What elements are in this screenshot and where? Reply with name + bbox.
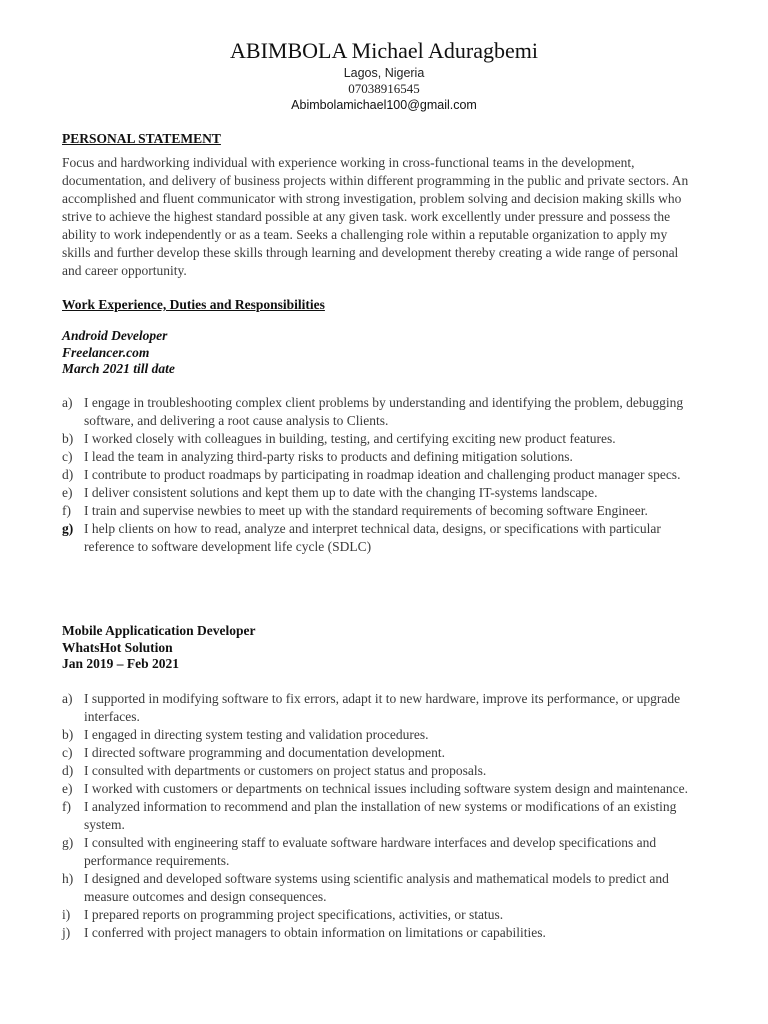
item-marker: j) bbox=[62, 925, 71, 940]
list-item bbox=[62, 780, 698, 798]
item-marker: g) bbox=[62, 835, 74, 850]
item-marker: f) bbox=[62, 503, 71, 518]
job-company: Freelancer.com bbox=[62, 344, 150, 360]
item-marker: b) bbox=[62, 727, 74, 742]
job-company: WhatsHot Solution bbox=[62, 639, 173, 655]
list-item bbox=[62, 394, 698, 430]
item-text: I conferred with project managers to obtain information on limitations or capabilities. bbox=[84, 925, 546, 940]
item-text: I worked with customers or departments on technical issues including software system design and maintenance. bbox=[84, 781, 688, 796]
item-marker: d) bbox=[62, 763, 74, 778]
item-marker: i) bbox=[62, 907, 71, 922]
item-marker: a) bbox=[62, 691, 73, 706]
item-marker: c) bbox=[62, 745, 73, 760]
candidate-location: Lagos, Nigeria bbox=[343, 66, 425, 80]
resume-header bbox=[0, 38, 768, 113]
list-item bbox=[62, 466, 698, 484]
list-item bbox=[62, 870, 698, 906]
personal-statement-text: Focus and hardworking individual with experience working in cross-functional teams in the development, documentation, and delivery of business projects within different programming in the public and private sectors. An accomplished and fluent communicator with strong investigation, problem solving and decision making skills who strive to achieve the highest standard possible at any given task. work excellently under pressure and possess the ability to work independently or as a team. Seeks a challenging role within a reputable organization to apply my skills and further develop these skills through learning and development thereby creating a wide range of personal and career opportunity. bbox=[62, 155, 689, 278]
item-text: I lead the team in analyzing third-party risks to products and defining mitigation solutions. bbox=[84, 449, 573, 464]
job1-duties-list bbox=[62, 394, 698, 556]
item-text: I consulted with departments or customers on project status and proposals. bbox=[84, 763, 487, 778]
item-text: I engaged in directing system testing and validation procedures. bbox=[84, 727, 429, 742]
job-dates: March 2021 till date bbox=[62, 361, 175, 376]
item-marker: c) bbox=[62, 449, 73, 464]
item-marker: f) bbox=[62, 799, 71, 814]
item-text: I designed and developed software systems using scientific analysis and mathematical models to predict and measure outcomes and design consequences. bbox=[84, 871, 669, 904]
item-marker: a) bbox=[62, 395, 73, 410]
item-text: I worked closely with colleagues in building, testing, and certifying exciting new product features. bbox=[84, 431, 616, 446]
item-text: I supported in modifying software to fix errors, adapt it to new hardware, improve its performance, or upgrade interfaces. bbox=[84, 691, 681, 724]
item-marker: e) bbox=[62, 485, 73, 500]
item-marker: g) bbox=[62, 521, 74, 536]
list-item bbox=[62, 762, 698, 780]
list-item bbox=[62, 502, 698, 520]
job-title: Mobile Applicatication Developer bbox=[62, 623, 256, 638]
candidate-email: Abimbolamichael100@gmail.com bbox=[291, 98, 477, 112]
item-marker: b) bbox=[62, 431, 74, 446]
item-text: I train and supervise newbies to meet up with the standard requirements of becoming software Engineer. bbox=[84, 503, 648, 518]
job-title: Android Developer bbox=[62, 328, 168, 343]
list-item bbox=[62, 430, 698, 448]
job2-duties-list bbox=[62, 690, 698, 942]
list-item bbox=[62, 744, 698, 762]
item-text: I analyzed information to recommend and plan the installation of new systems or modifications of an existing system. bbox=[84, 799, 677, 832]
personal-statement-heading: PERSONAL STATEMENT bbox=[62, 131, 221, 146]
list-item bbox=[62, 924, 698, 942]
list-item bbox=[62, 520, 698, 556]
item-marker: e) bbox=[62, 781, 73, 796]
job-android-developer bbox=[62, 328, 702, 378]
item-text: I contribute to product roadmaps by participating in roadmap ideation and challenging product manager specs. bbox=[84, 467, 681, 482]
item-marker: d) bbox=[62, 467, 74, 482]
candidate-name: ABIMBOLA Michael Aduragbemi bbox=[230, 38, 538, 63]
list-item bbox=[62, 906, 698, 924]
list-item bbox=[62, 798, 698, 834]
work-experience-heading: Work Experience, Duties and Responsibilities bbox=[62, 297, 325, 312]
candidate-phone: 07038916545 bbox=[348, 81, 420, 96]
item-text: I deliver consistent solutions and kept them up to date with the changing IT-systems landscape. bbox=[84, 485, 598, 500]
list-item bbox=[62, 690, 698, 726]
job-dates: Jan 2019 – Feb 2021 bbox=[62, 656, 180, 671]
item-text: I help clients on how to read, analyze and interpret technical data, designs, or specifications with particular reference to software development life cycle (SDLC) bbox=[84, 521, 661, 554]
list-item bbox=[62, 726, 698, 744]
item-text: I prepared reports on programming project specifications, activities, or status. bbox=[84, 907, 504, 922]
item-marker: h) bbox=[62, 871, 74, 886]
list-item bbox=[62, 484, 698, 502]
item-text: I consulted with engineering staff to evaluate software hardware interfaces and develop specifications and performance requirements. bbox=[84, 835, 657, 868]
job-mobile-application-developer bbox=[62, 623, 702, 673]
item-text: I directed software programming and documentation development. bbox=[84, 745, 446, 760]
list-item bbox=[62, 834, 698, 870]
item-text: I engage in troubleshooting complex client problems by understanding and identifying the problem, debugging software, and delivering a root cause analysis to Clients. bbox=[84, 395, 684, 428]
list-item bbox=[62, 448, 698, 466]
